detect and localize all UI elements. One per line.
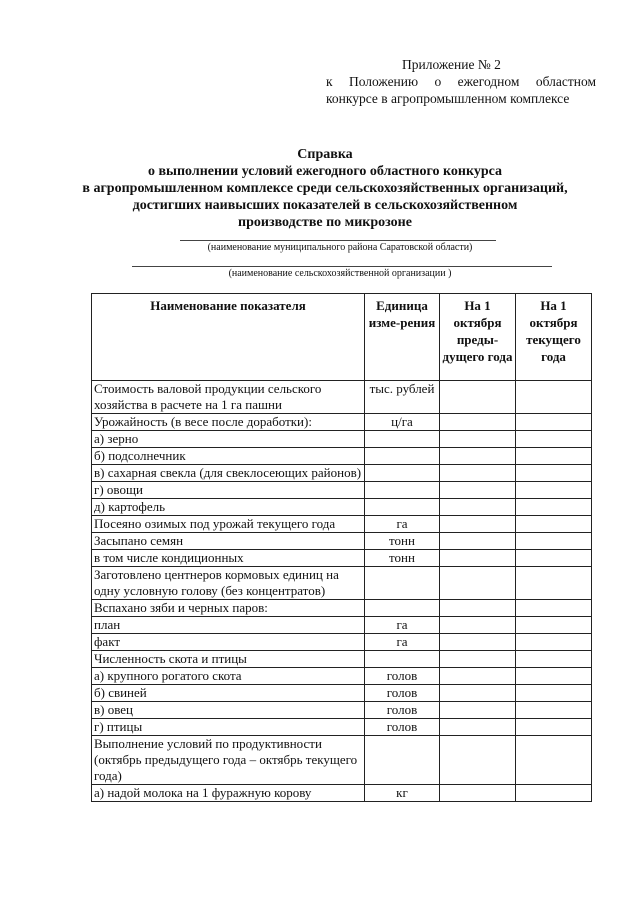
title-line-2: о выполнении условий ежегодного областного конкурса <box>147 164 502 179</box>
prev-year-value-cell[interactable] <box>440 431 516 448</box>
table-row <box>92 719 592 736</box>
unit-cell <box>365 600 440 617</box>
indicator-cell: Заготовлено центнеров кормовых единиц на одну условную голову (без концентратов) <box>92 567 365 600</box>
table-row <box>92 533 592 550</box>
district-blank-line[interactable] <box>180 240 496 241</box>
title-line-5: производстве по микрозоне <box>238 215 412 230</box>
curr-year-value-cell[interactable] <box>516 414 592 431</box>
table-row <box>92 516 592 533</box>
table-row <box>92 702 592 719</box>
prev-year-value-cell[interactable] <box>440 736 516 785</box>
curr-year-value-cell[interactable] <box>516 617 592 634</box>
prev-year-value-cell[interactable] <box>440 482 516 499</box>
prev-year-value-cell[interactable] <box>440 600 516 617</box>
prev-year-value-cell[interactable] <box>440 685 516 702</box>
table-row <box>92 550 592 567</box>
table-row <box>92 431 592 448</box>
header-prev-year: На 1 октября преды-дущего года <box>440 294 516 381</box>
unit-cell: кг <box>365 785 440 802</box>
table-row <box>92 651 592 668</box>
organization-caption: (наименование сельскохозяйственной организации ) <box>228 268 452 279</box>
table-row <box>92 736 592 785</box>
curr-year-value-cell[interactable] <box>516 567 592 600</box>
unit-cell <box>365 499 440 516</box>
table-row <box>92 668 592 685</box>
header-indicator: Наименование показателя <box>92 294 365 381</box>
prev-year-value-cell[interactable] <box>440 516 516 533</box>
curr-year-value-cell[interactable] <box>516 381 592 414</box>
curr-year-value-cell[interactable] <box>516 516 592 533</box>
indicator-cell: Вспахано зяби и черных паров: <box>92 600 365 617</box>
curr-year-value-cell[interactable] <box>516 702 592 719</box>
prev-year-value-cell[interactable] <box>440 533 516 550</box>
prev-year-value-cell[interactable] <box>440 499 516 516</box>
table-row <box>92 617 592 634</box>
prev-year-value-cell[interactable] <box>440 567 516 600</box>
indicator-cell: Численность скота и птицы <box>92 651 365 668</box>
prev-year-value-cell[interactable] <box>440 414 516 431</box>
prev-year-value-cell[interactable] <box>440 719 516 736</box>
unit-cell: тонн <box>365 533 440 550</box>
curr-year-value-cell[interactable] <box>516 668 592 685</box>
curr-year-value-cell[interactable] <box>516 634 592 651</box>
indicators-table <box>91 293 592 802</box>
prev-year-value-cell[interactable] <box>440 381 516 414</box>
table-row <box>92 600 592 617</box>
header-curr-year: На 1 октября текущего года <box>516 294 592 381</box>
indicator-cell: Засыпано семян <box>92 533 365 550</box>
indicator-cell: в том числе кондиционных <box>92 550 365 567</box>
annex-number: Приложение № 2 <box>402 57 501 72</box>
table-row <box>92 685 592 702</box>
prev-year-value-cell[interactable] <box>440 634 516 651</box>
unit-cell: тонн <box>365 550 440 567</box>
indicator-cell: Стоимость валовой продукции сельского хозяйства в расчете на 1 га пашни <box>92 381 365 414</box>
table-row <box>92 465 592 482</box>
indicator-cell: г) птицы <box>92 719 365 736</box>
header-unit: Единица изме-рения <box>365 294 440 381</box>
curr-year-value-cell[interactable] <box>516 550 592 567</box>
prev-year-value-cell[interactable] <box>440 617 516 634</box>
curr-year-value-cell[interactable] <box>516 499 592 516</box>
prev-year-value-cell[interactable] <box>440 785 516 802</box>
indicator-cell: а) зерно <box>92 431 365 448</box>
prev-year-value-cell[interactable] <box>440 651 516 668</box>
curr-year-value-cell[interactable] <box>516 685 592 702</box>
table-row <box>92 634 592 651</box>
indicator-cell: Посеяно озимых под урожай текущего года <box>92 516 365 533</box>
curr-year-value-cell[interactable] <box>516 651 592 668</box>
indicator-cell: а) надой молока на 1 фуражную корову <box>92 785 365 802</box>
prev-year-value-cell[interactable] <box>440 550 516 567</box>
unit-cell <box>365 465 440 482</box>
unit-cell: тыс. рублей <box>365 381 440 414</box>
table-row <box>92 567 592 600</box>
table-row <box>92 448 592 465</box>
unit-cell: голов <box>365 668 440 685</box>
prev-year-value-cell[interactable] <box>440 465 516 482</box>
unit-cell <box>365 448 440 465</box>
indicator-cell: г) овощи <box>92 482 365 499</box>
unit-cell <box>365 482 440 499</box>
unit-cell: га <box>365 617 440 634</box>
curr-year-value-cell[interactable] <box>516 736 592 785</box>
curr-year-value-cell[interactable] <box>516 719 592 736</box>
indicator-cell: б) свиней <box>92 685 365 702</box>
curr-year-value-cell[interactable] <box>516 482 592 499</box>
curr-year-value-cell[interactable] <box>516 448 592 465</box>
curr-year-value-cell[interactable] <box>516 785 592 802</box>
curr-year-value-cell[interactable] <box>516 465 592 482</box>
unit-cell <box>365 431 440 448</box>
indicator-cell: факт <box>92 634 365 651</box>
table-row <box>92 499 592 516</box>
indicator-cell: Урожайность (в весе после доработки): <box>92 414 365 431</box>
annex-block <box>326 56 596 107</box>
document-title <box>80 146 570 231</box>
indicator-cell: в) сахарная свекла (для свеклосеющих районов) <box>92 465 365 482</box>
indicator-cell: д) картофель <box>92 499 365 516</box>
prev-year-value-cell[interactable] <box>440 448 516 465</box>
unit-cell: голов <box>365 702 440 719</box>
unit-cell <box>365 651 440 668</box>
unit-cell: га <box>365 634 440 651</box>
table-row <box>92 785 592 802</box>
title-line-3: в агропромышленном комплексе среди сельскохозяйственных организаций, <box>82 181 568 196</box>
organization-blank-line[interactable] <box>132 266 552 267</box>
district-caption: (наименование муниципального района Саратовской области) <box>207 242 473 253</box>
indicator-cell: план <box>92 617 365 634</box>
table-row <box>92 414 592 431</box>
curr-year-value-cell[interactable] <box>516 533 592 550</box>
unit-cell: ц/га <box>365 414 440 431</box>
indicator-cell: Выполнение условий по продуктивности (октябрь предыдущего года – октябрь текущего года) <box>92 736 365 785</box>
table-row <box>92 381 592 414</box>
indicator-cell: б) подсолнечник <box>92 448 365 465</box>
unit-cell: голов <box>365 719 440 736</box>
indicator-cell: в) овец <box>92 702 365 719</box>
curr-year-value-cell[interactable] <box>516 431 592 448</box>
prev-year-value-cell[interactable] <box>440 668 516 685</box>
title-line-1: Справка <box>297 147 353 162</box>
annex-reference: к Положению о ежегодном областном <box>326 74 596 89</box>
unit-cell: га <box>365 516 440 533</box>
indicator-cell: а) крупного рогатого скота <box>92 668 365 685</box>
unit-cell <box>365 567 440 600</box>
title-line-4: достигших наивысших показателей в сельскохозяйственном <box>132 198 518 213</box>
table-row <box>92 482 592 499</box>
annex-reference-cont: конкурсе в агропромышленном комплексе <box>326 91 570 106</box>
unit-cell <box>365 736 440 785</box>
unit-cell: голов <box>365 685 440 702</box>
prev-year-value-cell[interactable] <box>440 702 516 719</box>
curr-year-value-cell[interactable] <box>516 600 592 617</box>
